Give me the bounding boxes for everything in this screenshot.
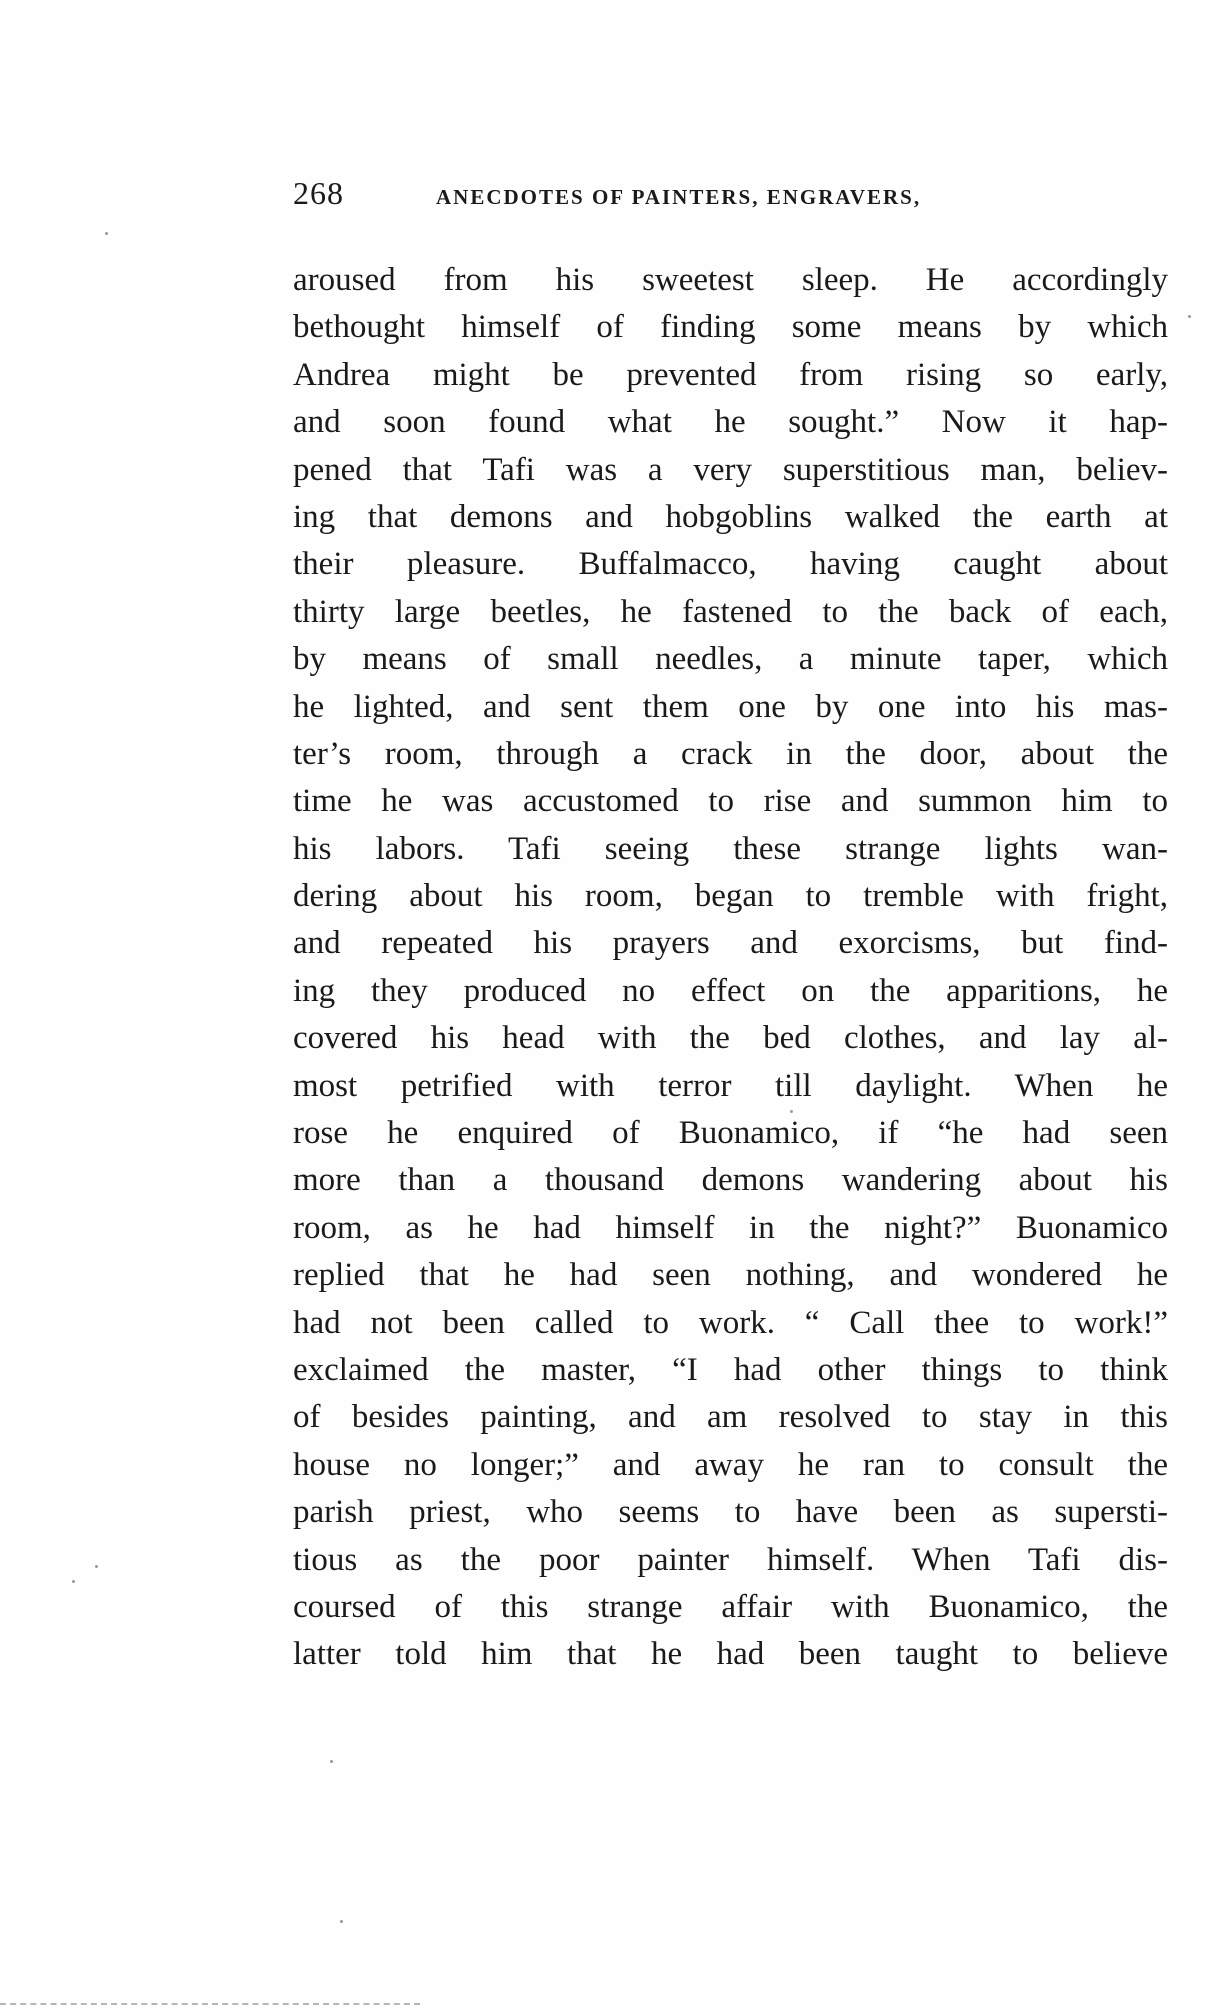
- text-line: aroused from his sweetest sleep. He accordingly: [293, 262, 1168, 298]
- text-line: tious as the poor painter himself. When Tafi dis-: [293, 1541, 1168, 1578]
- text-line: Andrea might be prevented from rising so early,: [293, 356, 1168, 393]
- text-line: house no longer;” and away he ran to consult the: [293, 1446, 1168, 1483]
- paper-speck: [340, 1920, 343, 1923]
- text-line: he lighted, and sent them one by one into his mas-: [293, 688, 1168, 725]
- text-line: latter told him that he had been taught to believe: [293, 1636, 1168, 1673]
- text-line: their pleasure. Buffalmacco, having caught about: [293, 546, 1168, 583]
- text-line: coursed of this strange affair with Buonamico, the: [293, 1588, 1168, 1625]
- text-line: and soon found what he sought.” Now it hap-: [293, 404, 1168, 441]
- paper-speck: [95, 1565, 98, 1568]
- text-line: dering about his room, began to tremble with fright,: [293, 878, 1168, 915]
- text-line: room, as he had himself in the night?” Buonamico: [293, 1209, 1168, 1246]
- paper-speck: [72, 1580, 75, 1583]
- text-line: his labors. Tafi seeing these strange lights wan-: [293, 830, 1168, 867]
- running-head: ANECDOTES OF PAINTERS, ENGRAVERS,: [436, 185, 922, 209]
- body-text: [293, 257, 1168, 1679]
- paper-speck: [790, 1110, 793, 1113]
- text-line: rose he enquired of Buonamico, if “he had seen: [293, 1115, 1168, 1152]
- text-line: ing they produced no effect on the apparitions, he: [293, 972, 1168, 1009]
- text-line: by means of small needles, a minute taper, which: [293, 641, 1168, 678]
- paper-speck: [105, 232, 108, 235]
- text-line: ter’s room, through a crack in the door, about the: [293, 735, 1168, 772]
- text-line: bethought himself of finding some means by which: [293, 309, 1168, 346]
- text-line: more than a thousand demons wandering about his: [293, 1162, 1168, 1199]
- text-line: parish priest, who seems to have been as supersti-: [293, 1494, 1168, 1531]
- page-header: [293, 175, 1173, 215]
- text-line: most petrified with terror till daylight. When he: [293, 1067, 1168, 1104]
- page-number: 268: [293, 175, 344, 211]
- text-line: pened that Tafi was a very superstitious man, believ-: [293, 451, 1168, 488]
- text-line: ing that demons and hobgoblins walked the earth at: [293, 498, 1168, 535]
- text-line: thirty large beetles, he fastened to the back of each,: [293, 593, 1168, 630]
- text-line: had not been called to work. “ Call thee to work!”: [293, 1304, 1168, 1341]
- paper-speck: [330, 1760, 333, 1763]
- text-line: time he was accustomed to rise and summon him to: [293, 783, 1168, 820]
- text-line: covered his head with the bed clothes, and lay al-: [293, 1020, 1168, 1057]
- text-line: exclaimed the master, “I had other things to think: [293, 1351, 1168, 1388]
- page-bottom-edge: [0, 2003, 420, 2009]
- text-line: and repeated his prayers and exorcisms, but find-: [293, 925, 1168, 962]
- text-line: of besides painting, and am resolved to stay in this: [293, 1399, 1168, 1436]
- text-line: replied that he had seen nothing, and wondered he: [293, 1257, 1168, 1294]
- paper-speck: [1188, 315, 1191, 318]
